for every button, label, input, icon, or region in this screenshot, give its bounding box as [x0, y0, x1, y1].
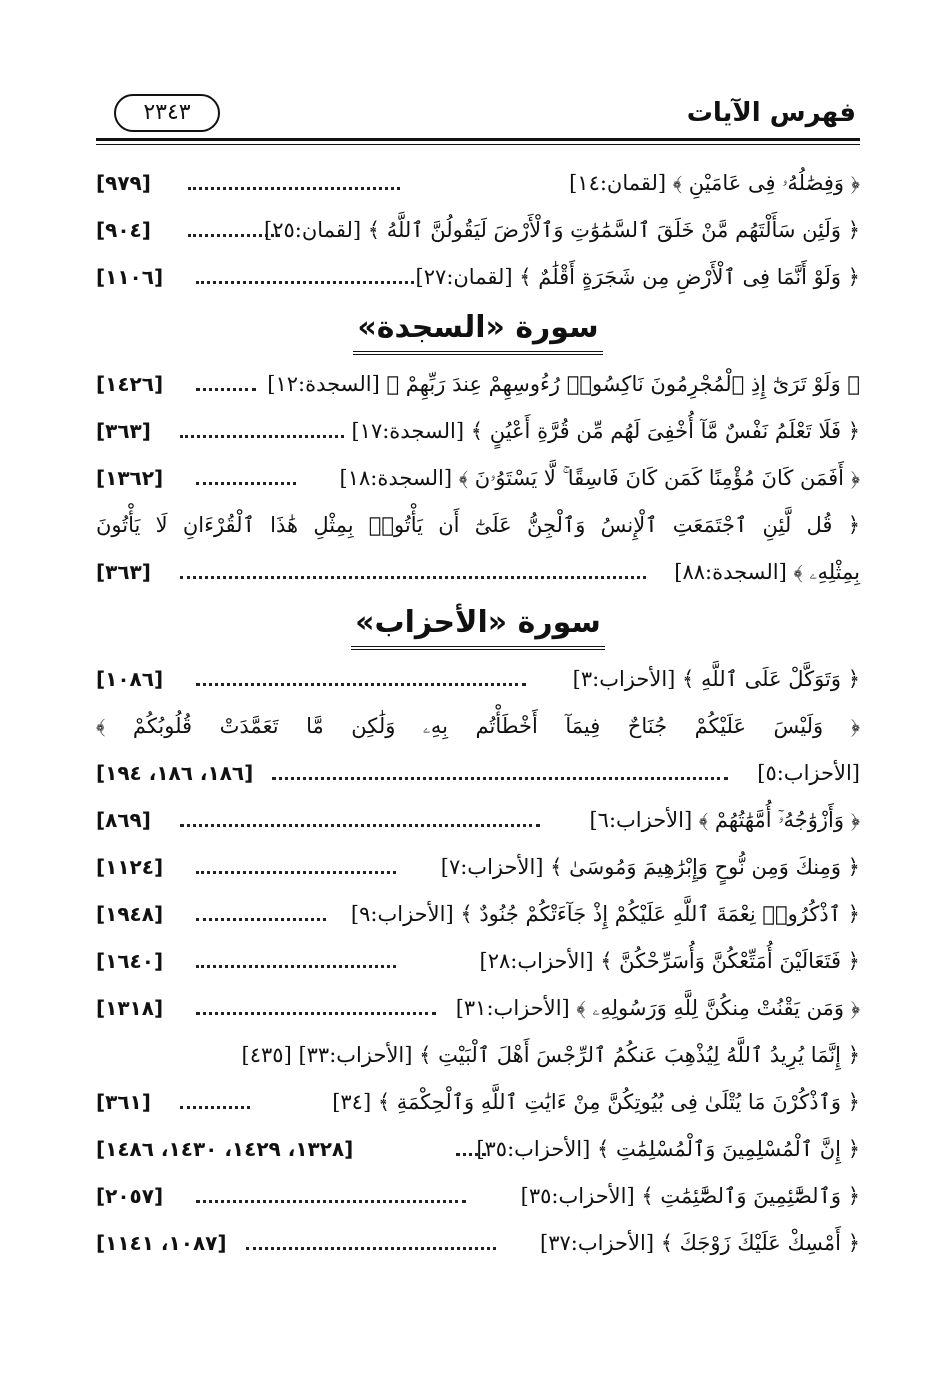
verse-text: ﴿ وَٱلصَّٰٓئِمِينَ وَٱلصَّٰٓئِمَٰتِ ﴾ [الأحزاب:٣٥] [520, 1184, 860, 1208]
verse-entry-continuation [96, 549, 860, 596]
verse-text: ﴿ إِنَّمَا يُرِيدُ ٱللَّهُ لِيُذْهِبَ عَنكُمُ ٱلرِّجْسَ أَهْلَ ٱلْبَيْتِ ﴾ [الأحزاب:٣٣] [٤٣٥] [241, 1043, 860, 1067]
verse-text: ﴿ ٱذْكُرُوا۟ نِعْمَةَ ٱللَّهِ عَلَيْكُمْ إِذْ جَآءَتْكُمْ جُنُودٌ ﴾ [الأحزاب:٩] [350, 902, 860, 926]
leader-dots [188, 187, 400, 190]
verse-entry [96, 207, 860, 254]
verse-entry [96, 408, 860, 455]
verse-entry [96, 1079, 860, 1126]
verse-text-continuation: [الأحزاب:٥] [757, 761, 860, 785]
verse-text: ﴿ أَفَمَن كَانَ مُؤْمِنًا كَمَن كَانَ فَاسِقًا ۚ لَّا يَسْتَوُۥنَ ﴾ [السجدة:١٨] [339, 466, 860, 490]
hadith-refs: [١١٠٦] [96, 265, 164, 289]
verse-entry [96, 254, 860, 301]
verse-text: ﴿ وَمِنكَ وَمِن نُّوحٍ وَإِبْرَٰهِيمَ وَمُوسَىٰ ﴾ [الأحزاب:٧] [440, 855, 860, 879]
verse-text: ﴿ وَأَزْوَٰجُهُۥٓ أُمَّهَٰتُهُمْ ﴾ [الأحزاب:٦] [589, 808, 860, 832]
leader-dots [196, 1200, 466, 1203]
leader-dots [272, 777, 728, 780]
hadith-refs: [١٦٤٠] [96, 949, 164, 973]
verse-text: ﴿ فَتَعَالَيْنَ أُمَتِّعْكُنَّ وَأُسَرِّحْكُنَّ ﴾ [الأحزاب:٢٨] [479, 949, 860, 973]
verse-text: ﴿ وَفِصَٰلُهُۥ فِى عَامَيْنِ ﴾ [لقمان:١٤] [569, 171, 860, 195]
leader-dots [196, 918, 326, 921]
hadith-refs: [١٠٨٦] [96, 667, 164, 691]
header-divider [96, 138, 860, 141]
verse-entry [96, 1173, 860, 1220]
verse-text: ﴿ وَلَوْ تَرَىٰٓ إِذِ ٱلْمُجْرِمُونَ نَاكِسُوا۟ رُءُوسِهِمْ عِندَ رَبِّهِمْ ﴾ [السجدة:١٢] [267, 372, 860, 396]
leader-dots [456, 1153, 486, 1156]
verse-entry [96, 455, 860, 502]
header-divider-thin [96, 144, 860, 145]
hadith-refs: [٨٦٩] [96, 808, 151, 832]
verse-text: ﴿ قُل لَّئِنِ ٱجْتَمَعَتِ ٱلْإِنسُ وَٱلْجِنُّ عَلَىٰٓ أَن يَأْتُوا۟ بِمِثْلِ هَٰذَا ٱلْقُرْءَانِ لَا يَأْتُونَ [96, 513, 860, 537]
verse-text: ﴿ فَلَا تَعْلَمُ نَفْسٌ مَّآ أُخْفِىَ لَهُم مِّن قُرَّةِ أَعْيُنٍ ﴾ [السجدة:١٧] [351, 419, 860, 443]
leader-dots [188, 234, 280, 237]
leader-dots [246, 1247, 496, 1250]
verse-text: ﴿ أَمْسِكْ عَلَيْكَ زَوْجَكَ ﴾ [الأحزاب:٣٧] [540, 1231, 860, 1255]
leader-dots [196, 1012, 436, 1015]
verse-text: ﴿ وَلَوْ أَنَّمَا فِى ٱلْأَرْضِ مِن شَجَرَةٍ أَقْلَٰمٌ ﴾ [لقمان:٢٧] [415, 265, 860, 289]
leader-dots [180, 435, 344, 438]
surah-heading-row [96, 301, 860, 361]
verse-entry [96, 797, 860, 844]
hadith-refs: [٣٦٣] [96, 560, 151, 584]
verse-text: ﴿ وَمَن يَقْنُتْ مِنكُنَّ لِلَّهِ وَرَسُولِهِۦ ﴾ [الأحزاب:٣١] [455, 996, 860, 1020]
leader-dots [196, 388, 256, 391]
verse-entry [96, 1032, 860, 1079]
verse-text: ﴿ وَتَوَكَّلْ عَلَى ٱللَّهِ ﴾ [الأحزاب:٣] [572, 667, 860, 691]
hadith-refs: [٣٦٣] [96, 419, 151, 443]
leader-dots [196, 683, 526, 686]
leader-dots [180, 1106, 250, 1109]
verse-entry [96, 160, 860, 207]
verse-entry [96, 361, 860, 408]
leader-dots [196, 281, 414, 284]
verse-text: ﴿ إِنَّ ٱلْمُسْلِمِينَ وَٱلْمُسْلِمَٰتِ ﴾ [الأحزاب:٣٥] [476, 1137, 860, 1161]
leader-dots [196, 871, 396, 874]
verse-entry-wrapped [96, 703, 860, 750]
surah-heading-row [96, 596, 860, 656]
leader-dots [180, 576, 646, 579]
hadith-refs: [١٠٨٧، ١١٤١] [96, 1231, 227, 1255]
hadith-refs: [١١٢٤] [96, 855, 164, 879]
verse-entry [96, 985, 860, 1032]
verse-entry [96, 1126, 860, 1173]
page-number: ٢٣٤٣ [114, 94, 220, 132]
verse-text-continuation: بِمِثْلِهِۦ ﴾ [السجدة:٨٨] [674, 560, 860, 584]
hadith-refs: [٣٦١] [96, 1090, 151, 1114]
surah-heading: سورة «السجدة» [353, 305, 602, 355]
hadith-refs: [١٨٦، ١٨٦، ١٩٤] [96, 761, 254, 785]
hadith-refs: [١٣٦٢] [96, 466, 164, 490]
hadith-refs: [٩٠٤] [96, 218, 151, 242]
hadith-refs: [١٤٢٦] [96, 372, 164, 396]
hadith-refs: [١٣٢٨، ١٤٢٩، ١٤٣٠، ١٤٨٦] [96, 1137, 354, 1161]
leader-dots [180, 824, 540, 827]
page-title: فهرس الآيات [686, 98, 856, 128]
hadith-refs: [١٩٤٨] [96, 902, 164, 926]
verse-entry [96, 938, 860, 985]
verse-entry [96, 844, 860, 891]
verse-entry-continuation [96, 750, 860, 797]
hadith-refs: [٩٧٩] [96, 171, 151, 195]
leader-dots [196, 482, 296, 485]
page-header [96, 92, 856, 136]
verse-entry-wrapped [96, 502, 860, 549]
hadith-refs: [٢٠٥٧] [96, 1184, 164, 1208]
hadith-refs: [١٣١٨] [96, 996, 164, 1020]
surah-heading: سورة «الأحزاب» [351, 600, 605, 650]
verse-text: ﴿ وَٱذْكُرْنَ مَا يُتْلَىٰ فِى بُيُوتِكُنَّ مِنْ ءَايَٰتِ ٱللَّهِ وَٱلْحِكْمَةِ ﴾ [٣٤] [332, 1090, 860, 1114]
verse-text: ﴿ وَلَئِن سَأَلْتَهُم مَّنْ خَلَقَ ٱلسَّمَٰوَٰتِ وَٱلْأَرْضَ لَيَقُولُنَّ ٱللَّهُ ﴾ [لقمان:٢٥] [264, 218, 860, 242]
leader-dots [196, 965, 396, 968]
verse-index-list [96, 160, 860, 1267]
verse-entry [96, 1220, 860, 1267]
verse-text: ﴿ وَلَيْسَ عَلَيْكُمْ جُنَاحٌ فِيمَآ أَخْطَأْتُم بِهِۦ وَلَٰكِن مَّا تَعَمَّدَتْ قُلُوبُكُمْ ﴾ [96, 714, 860, 738]
verse-entry [96, 656, 860, 703]
verse-entry [96, 891, 860, 938]
